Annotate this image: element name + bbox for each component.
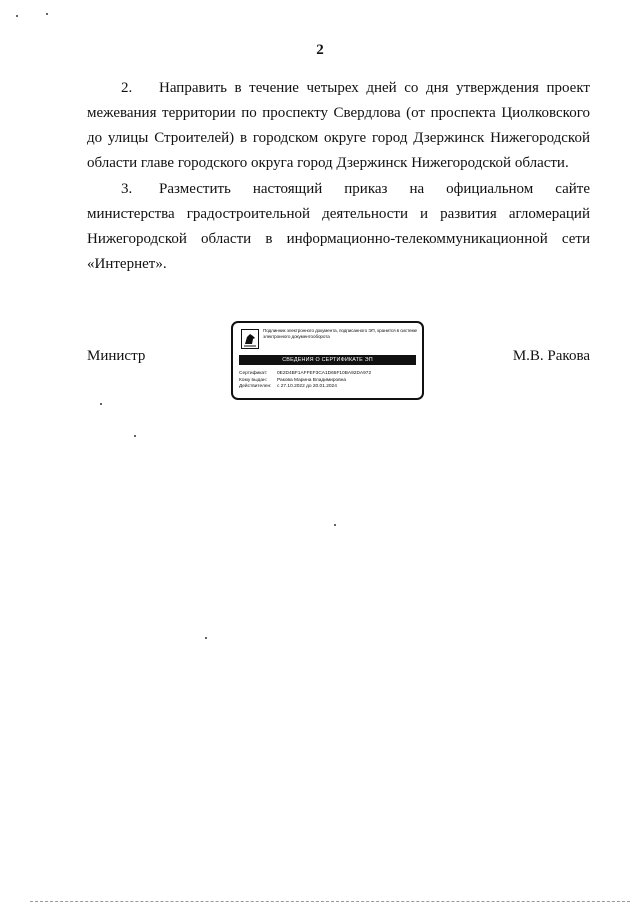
stamp-certificate-bar: СВЕДЕНИЯ О СЕРТИФИКАТЕ ЭП	[239, 355, 416, 365]
stamp-owner-value: Ракова Марина Владимировна	[277, 377, 347, 383]
scan-speck	[46, 13, 48, 15]
paragraph-text: Разместить настоящий приказ на официальном сайте министерства градостроительной деятельности и развития агломераций Нижегородской области в информационно-телекоммуникационной сети «Интернет».	[87, 181, 590, 272]
stamp-owner-label: Кому выдан:	[239, 377, 267, 383]
paragraph-number: 2.	[121, 80, 133, 96]
paragraph-2	[87, 76, 590, 176]
stamp-cert-label: Сертификат:	[239, 371, 268, 376]
paragraph-3	[87, 177, 590, 277]
stamp-header: Подлинник электронного документа, подписанного ЭП, хранится в системе электронного документооборота	[263, 328, 417, 339]
coat-of-arms-icon	[241, 329, 259, 349]
stamp-cert-row	[239, 371, 419, 378]
scan-speck	[16, 15, 18, 17]
signatory-title: Министр	[87, 348, 146, 364]
stamp-valid-row	[239, 384, 419, 391]
signatory-name: М.В. Ракова	[512, 348, 590, 364]
stamp-cert-value: 0E2D4BF1AFFEF3CA1D65F10BA92DA972	[277, 371, 372, 376]
stamp-valid-value: с 27.10.2022 до 20.01.2024	[277, 384, 337, 390]
scan-edge-line	[30, 901, 630, 903]
scan-speck	[205, 637, 207, 639]
scan-speck	[334, 524, 336, 526]
scan-speck	[134, 435, 136, 437]
paragraph-text: Направить в течение четырех дней со дня утверждения проект межевания территории по проспекту Свердлова (от проспекта Циолковского до улицы Строителей) в городском округе город Дзержинск Нижегородской области главе городского округа город Дзержинск Нижегородской области.	[87, 80, 590, 171]
page-number: 2	[316, 42, 324, 58]
paragraph-number: 3.	[121, 181, 133, 197]
scan-speck	[100, 403, 102, 405]
stamp-details	[239, 371, 419, 391]
stamp-valid-label: Действителен:	[239, 384, 272, 390]
electronic-signature-stamp	[231, 321, 424, 400]
